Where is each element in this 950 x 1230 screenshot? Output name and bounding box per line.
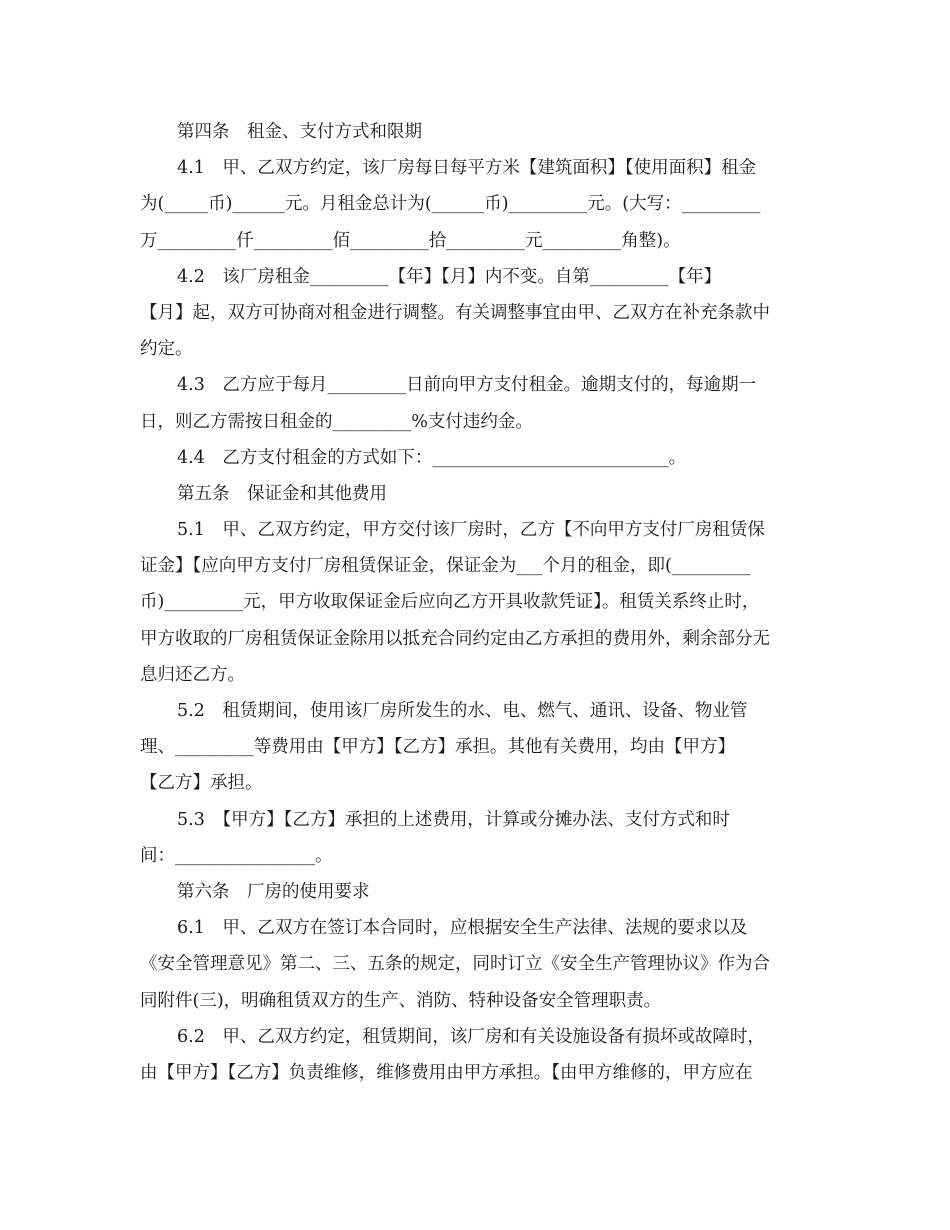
clause-5-2-line: 5.2 租赁期间，使用该厂房所发生的水、电、燃气、通讯、设备、物业管 xyxy=(177,701,748,721)
clause-5-1-line: 甲方收取的厂房租赁保证金除用以抵充合同约定由乙方承担的费用外，剩余部分无 xyxy=(140,628,770,649)
clause-6-2-line: 由【甲方】【乙方】负责维修，维修费用由甲方承担。【由甲方维修的，甲方应在 xyxy=(140,1062,753,1083)
clause-5-3-line: 间：________________。 xyxy=(140,845,333,866)
clause-4-2-line: 约定。 xyxy=(140,339,193,360)
clause-4-2-line: 【月】起，双方可协商对租金进行调整。有关调整事宜由甲、乙双方在补充条款中 xyxy=(140,302,770,323)
clause-4-3-line: 日，则乙方需按日租金的_________%支付违约金。 xyxy=(140,411,533,432)
clause-5-1-line: 币)_________元，甲方收取保证金后应向乙方开具收款凭证】。租赁关系终止时， xyxy=(140,592,760,613)
clause-5-2-line: 【乙方】承担。 xyxy=(140,773,263,794)
clause-5-1-line: 5.1 甲、乙双方约定，甲方交付该厂房时，乙方【不向甲方支付厂房租赁保 xyxy=(177,520,765,541)
clause-4-4-line: 4.4 乙方支付租金的方式如下：___________________________。 xyxy=(177,447,687,468)
clause-4-1-line: 万_________仟_________佰_________拾_________元_________角整)。 xyxy=(140,230,681,251)
clause-6-1-line: 《安全管理意见》第二、三、五条的规定，同时订立《安全生产管理协议》作为合 xyxy=(140,954,770,975)
clause-5-1-line: 息归还乙方。 xyxy=(140,664,245,685)
article-4-heading: 第四条 租金、支付方式和限期 xyxy=(177,122,422,142)
clause-4-3-line: 4.3 乙方应于每月_________日前向甲方支付租金。逾期支付的，每逾期一 xyxy=(177,375,757,396)
clause-5-3-line: 5.3 【甲方】【乙方】承担的上述费用，计算或分摊办法、支付方式和时 xyxy=(177,809,730,830)
clause-4-1-line: 4.1 甲、乙双方约定，该厂房每日每平方米【建筑面积】【使用面积】租金 xyxy=(177,158,757,179)
clause-6-1-line: 同附件(三)，明确租赁双方的生产、消防、特种设备安全管理职责。 xyxy=(140,990,662,1011)
clause-4-1-line: 为(_____币)______元。月租金总计为(______币)_________元。(大写：_________ xyxy=(140,194,761,215)
contract-text-body xyxy=(140,114,812,1091)
article-5-heading: 第五条 保证金和其他费用 xyxy=(177,483,387,504)
clause-5-1-line: 证金】【应向甲方支付厂房租赁保证金，保证金为___个月的租金，即(_________ xyxy=(140,556,751,577)
clause-5-2-line: 理、_________等费用由【甲方】【乙方】承担。其他有关费用，均由【甲方】 xyxy=(140,737,735,758)
clause-4-2-line: 4.2 该厂房租金_________【年】【月】内不变。自第_________【年】 xyxy=(177,266,722,287)
clause-6-2-line: 6.2 甲、乙双方约定，租赁期间，该厂房和有关设施设备有损坏或故障时， xyxy=(177,1026,765,1047)
clause-6-1-line: 6.1 甲、乙双方在签订本合同时，应根据安全生产法律、法规的要求以及 xyxy=(177,918,748,939)
article-6-heading: 第六条 厂房的使用要求 xyxy=(177,881,370,902)
